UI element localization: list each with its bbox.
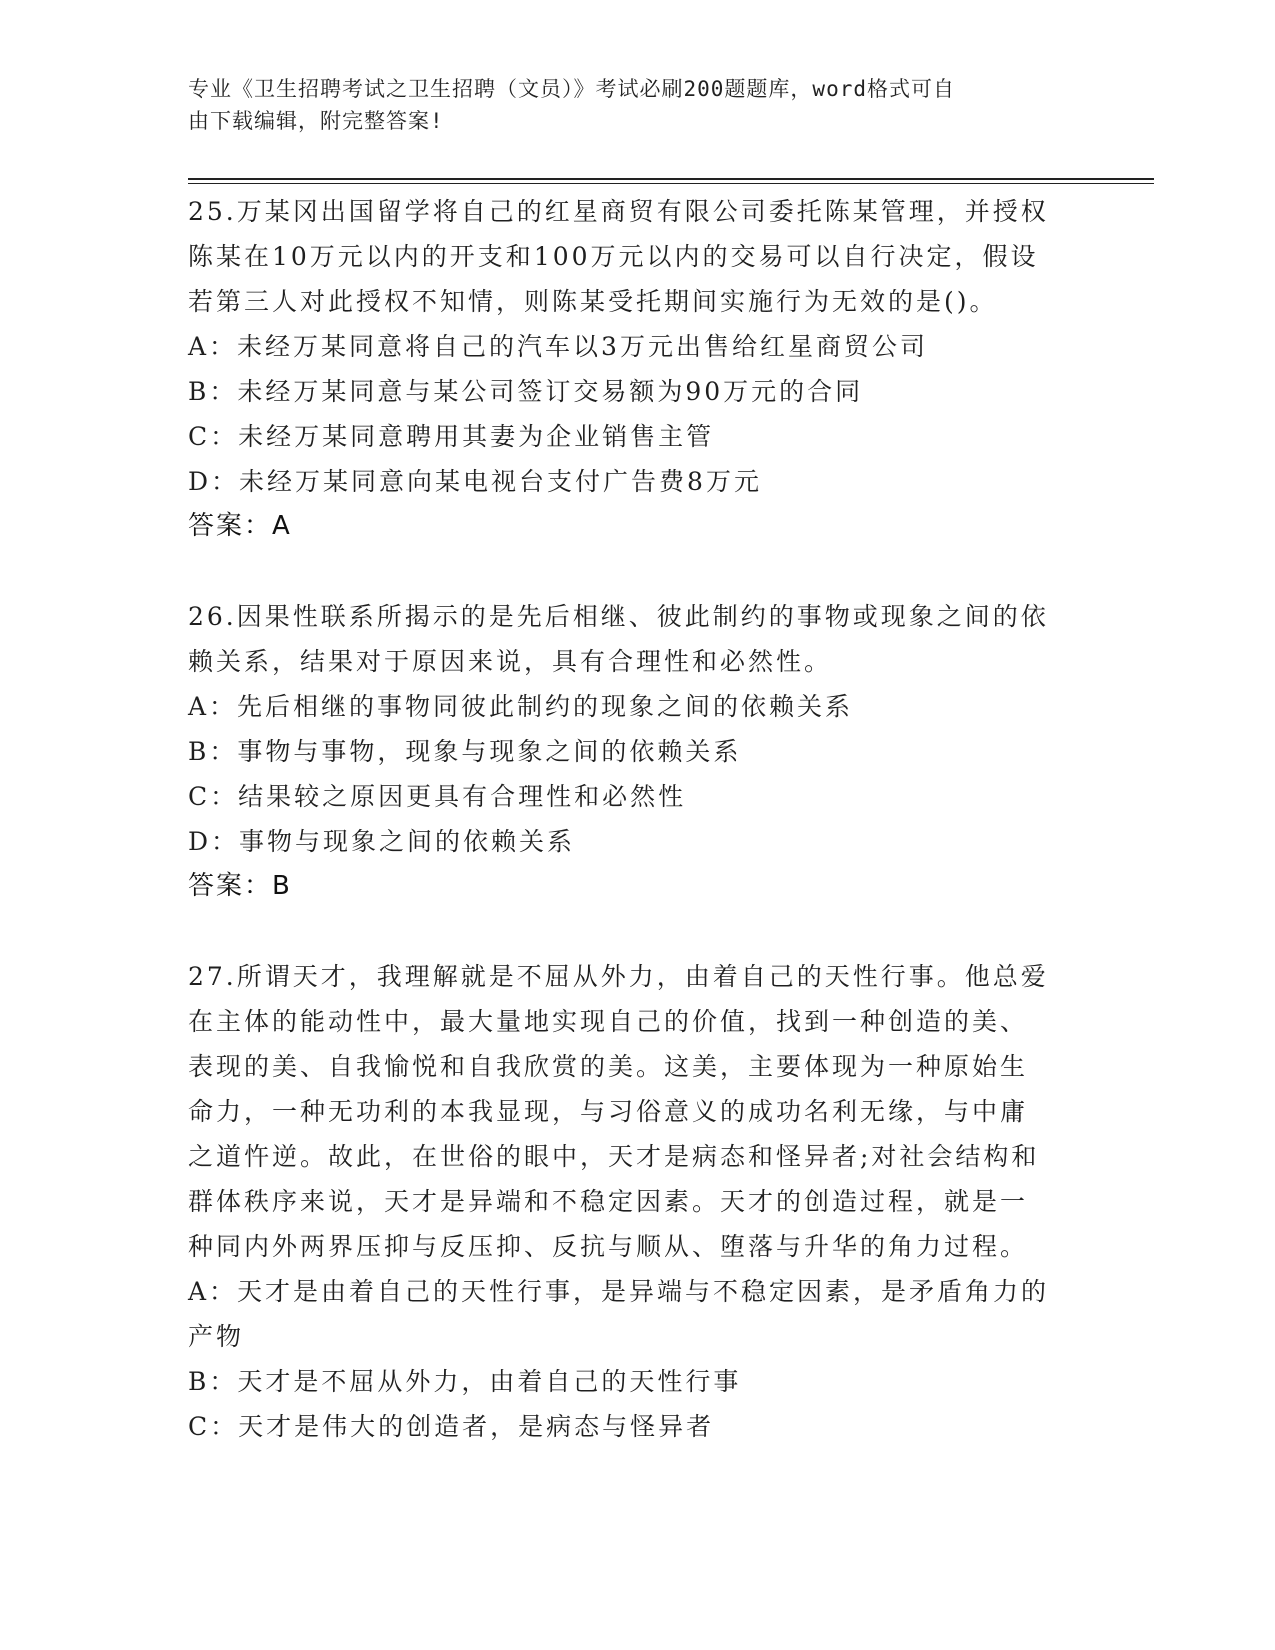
answer-label: 答案：B — [188, 871, 292, 901]
answer-label: 答案：A — [188, 511, 292, 541]
option-b: B：天才是不屈从外力，由着自己的天性行事 — [188, 1367, 742, 1396]
option-a: A：先后相继的事物同彼此制约的现象之间的依赖关系 — [188, 692, 854, 721]
question-stem-line: 之道忤逆。故此，在世俗的眼中，天才是病态和怪异者;对社会结构和 — [188, 1142, 1040, 1171]
header-divider-thick — [188, 178, 1154, 180]
header-line-2: 由下载编辑，附完整答案! — [188, 109, 444, 133]
header-line-1: 专业《卫生招聘考试之卫生招聘（文员）》考试必刷200题题库，word格式可自 — [188, 77, 955, 101]
question-spacer — [188, 909, 1088, 954]
option-d: D：未经万某同意向某电视台支付广告费8万元 — [188, 467, 762, 496]
question-stem-line: 命力，一种无功利的本我显现，与习俗意义的成功名利无缘，与中庸 — [188, 1097, 1029, 1126]
questions-container — [188, 189, 1088, 1449]
question-stem-line: 陈某在10万元以内的开支和100万元以内的交易可以自行决定，假设 — [188, 242, 1039, 271]
option-c: C：结果较之原因更具有合理性和必然性 — [188, 782, 687, 811]
question-stem-line: 在主体的能动性中，最大量地实现自己的价值，找到一种创造的美、 — [188, 1007, 1029, 1036]
document-header — [188, 73, 1068, 137]
header-divider-thin — [188, 183, 1154, 184]
question-stem-line: 若第三人对此授权不知情，则陈某受托期间实施行为无效的是()。 — [188, 287, 998, 316]
option-a-continued: 产物 — [188, 1322, 245, 1351]
option-a: A：未经万某同意将自己的汽车以3万元出售给红星商贸公司 — [188, 332, 928, 361]
option-d: D：事物与现象之间的依赖关系 — [188, 827, 576, 856]
question-stem-line: 26.因果性联系所揭示的是先后相继、彼此制约的事物或现象之间的依 — [188, 602, 1049, 631]
question-stem-line: 25.万某冈出国留学将自己的红星商贸有限公司委托陈某管理，并授权 — [188, 197, 1049, 226]
question-stem-line: 27.所谓天才，我理解就是不屈从外力，由着自己的天性行事。他总爱 — [188, 962, 1049, 991]
option-a: A：天才是由着自己的天性行事，是异端与不稳定因素，是矛盾角力的 — [188, 1277, 1050, 1306]
option-c: C：天才是伟大的创造者，是病态与怪异者 — [188, 1412, 715, 1441]
question-27 — [188, 954, 1088, 1449]
question-stem-line: 表现的美、自我愉悦和自我欣赏的美。这美，主要体现为一种原始生 — [188, 1052, 1029, 1081]
question-spacer — [188, 549, 1088, 594]
question-stem-line: 群体秩序来说，天才是异端和不稳定因素。天才的创造过程，就是一 — [188, 1187, 1029, 1216]
option-b: B：未经万某同意与某公司签订交易额为90万元的合同 — [188, 377, 864, 406]
option-c: C：未经万某同意聘用其妻为企业销售主管 — [188, 422, 715, 451]
question-stem-line: 赖关系，结果对于原因来说，具有合理性和必然性。 — [188, 647, 833, 676]
question-25 — [188, 189, 1088, 549]
option-b: B：事物与事物，现象与现象之间的依赖关系 — [188, 737, 742, 766]
question-stem-line: 种同内外两界压抑与反压抑、反抗与顺从、堕落与升华的角力过程。 — [188, 1232, 1029, 1261]
question-26 — [188, 594, 1088, 909]
